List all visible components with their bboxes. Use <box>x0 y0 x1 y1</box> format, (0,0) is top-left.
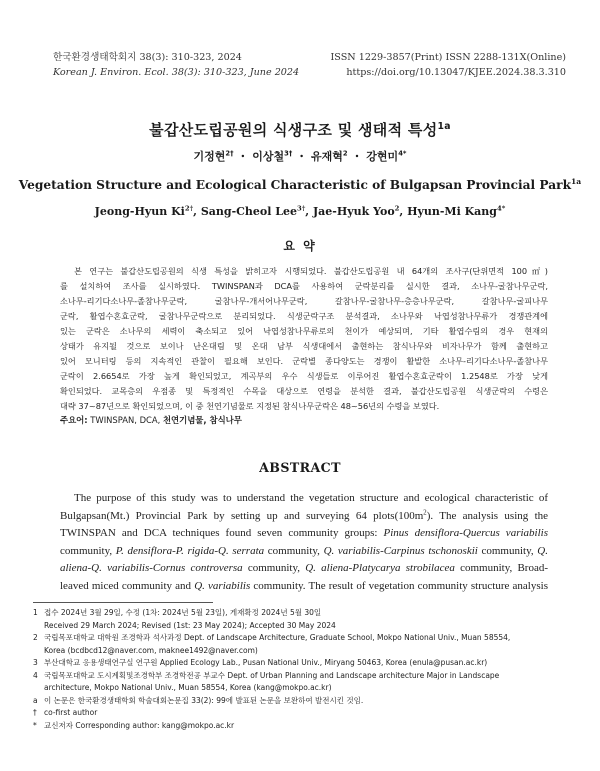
footnote-mark: 2 <box>33 633 38 642</box>
footnote-mark: † <box>33 708 37 717</box>
abstract-ko-line: 있어 모니터링 등의 지속적인 관찰이 필요해 보인다. 군락별 종다양도는 경쟁이 활발한 소나무-리기다소나무-졸참나무 <box>60 356 548 367</box>
abstract-ko-line: 를 설치하여 조사를 실시하였다. TWINSPAN과 DCA를 사용하여 군락분리를 실시한 결과, 소나무-굴참나무군락, <box>60 281 548 292</box>
author-en-sup: 2† <box>184 204 194 213</box>
footnote <box>33 707 553 720</box>
abstract-ko-line: 있는 군락은 소나무의 세력이 축소되고 있어 낙엽성참나무류로의 천이가 예상되며, 기타 활엽수림의 경우 현재의 <box>60 326 548 337</box>
author-en-sup: 2 <box>394 204 400 213</box>
abstract-en-line: The purpose of this study was to understand the vegetation structure and ecological characteristic of <box>74 492 548 504</box>
abstract-en-line: community, P. densiflora-P. rigida-Q. serrata community, Q. variabilis-Carpinus tschonoskii community, Q. <box>60 544 548 557</box>
title-korean <box>0 119 600 140</box>
footnote-mark: 3 <box>33 658 38 667</box>
authors-english: Jeong-Hyun $Ki^{2\dagger}$, Sang-Cheol Lee$^{3\dagger}$, Jae-Hyuk Yoo$^2$, Hyun-Mi Kang$^{4*}$ <box>94 204 506 218</box>
footnote-divider <box>33 602 213 603</box>
title-korean-text: 불갑산도립공원의 식생구조 및 생태적 특성 <box>149 121 438 139</box>
abstract-ko-line: 군락, 활엽수혼효군락, 굴참나무군락으로 분리되었다. 식생군락구조 분석결과, 소나무와 낙엽성참나무류가 경쟁관계에 <box>60 311 548 322</box>
footnote-line: 부산대학교 응용생태연구실 연구원 Applied Ecology Lab., Pusan National Univ., Miryang 50463, Korea (enula@pusan.ac.kr) <box>44 658 488 667</box>
abstract-ko-line: 대략 37~87년으로 확인되었으며, 이 중 천연기념물로 지정된 참식나무군락은 48~56년의 수령을 보였다. <box>60 401 440 412</box>
keywords-items-bold: 천연기념물, 참식나무 <box>162 415 242 425</box>
footnote-line: 국립목포대학교 도시계획및조경학부 조경학전공 부교수 Dept. of Urban Planning and Landscape architecture Major in Landscape <box>44 670 500 680</box>
abstract-ko-line: 소나무-리기다소나무-졸참나무군락, 굴참나무-개서어나무군락, 갈참나무-굴참나무-층층나무군락, 갈참나무-굴피나무 <box>60 296 548 307</box>
author-ko-sup: 4* <box>398 149 407 158</box>
author-en-sup: 3† <box>296 204 306 213</box>
abstract-ko-line: 상태가 유지될 것으로 보이나 난온대림 및 온대 남부 식생대에서 출현하는 참식나무와 비자나무가 함께 출현하고 <box>60 341 548 352</box>
author-en-name: Sang-Cheol Lee <box>200 205 297 218</box>
footnote-line: co-first author <box>44 708 98 717</box>
footnote-line: architecture, Mokpo National Univ., Muan 58554, Korea (kang@mokpo.ac.kr) <box>44 683 332 692</box>
footnote <box>33 632 553 657</box>
author-separator: ・ <box>296 150 308 163</box>
title-english-sup: 1a <box>571 176 582 186</box>
doi-link[interactable]: https://doi.org/10.13047/KJEE.2024.38.3.310 <box>346 67 566 78</box>
footnote-mark: 4 <box>33 670 38 680</box>
footnote-line: 접수 2024년 3월 29일, 수정 (1차: 2024년 5월 23일), 게재확정 2024년 5월 30일 <box>44 608 322 617</box>
running-header-left <box>53 50 299 80</box>
footnote-line: Korea (bcdbcd12@naver.com, maknee1492@naver.com) <box>44 645 258 655</box>
author-separator: ・ <box>351 150 363 163</box>
journal-citation-en: Korean J. Environ. Ecol. 38(3): 310-323, June 2024 <box>53 67 300 78</box>
footnote-mark: 1 <box>33 608 38 617</box>
footnote-mark: a <box>33 695 38 705</box>
running-header-right <box>331 50 567 80</box>
abstract-ko-line: 군락이 2.6654로 가장 높게 확인되었고, 계곡부의 우수 식생들로 이루어진 활엽수혼효군락이 1.2548로 가장 낮게 <box>60 371 548 382</box>
keywords-items: TWINSPAN, DCA, <box>90 415 163 425</box>
footnotes <box>33 607 553 732</box>
abstract-ko-heading: 요 약 <box>283 239 317 253</box>
author-ko-name: 강현미 <box>366 150 399 163</box>
author-en-name: Jae-Hyuk Yoo <box>312 205 395 218</box>
authors-korean <box>0 148 600 164</box>
footnote-line: 국립목포대학교 대학원 조경학과 석사과정 Dept. of Landscape Architecture, Graduate School, Mokpo National Univ., Muan 58554, <box>44 633 511 642</box>
author-ko-sup: 2† <box>225 149 234 158</box>
author-en-sup: 4* <box>497 204 506 213</box>
abstract-en-line: TWINSPAN and DCA techniques found seven community groups: Pinus densiflora-Quercus variabilis <box>60 527 548 540</box>
author-ko-name: 이상철 <box>252 150 285 163</box>
author-ko-sup: 3† <box>284 149 293 158</box>
keywords-label: 주요어: <box>60 415 88 425</box>
footnote <box>33 657 553 670</box>
abstract-en-line: Bulgapsan(Mt.) Provincial Park by setting up and surveying 64 $plots(100m^2)$. The analysis using the <box>60 508 548 522</box>
author-ko-name: 기정현 <box>193 150 226 163</box>
title-korean-sup: 1a <box>437 121 451 132</box>
abstract-en-heading: ABSTRACT <box>259 460 341 475</box>
footnote <box>33 670 553 695</box>
author-separator: ・ <box>237 150 249 163</box>
title-english <box>0 178 600 192</box>
abstract-ko-line: 확인되었다. 교목층의 우점종 및 특정적인 수목을 대상으로 연령을 분석한 결과, 불갑산도립공원 식생군락의 수령은 <box>60 386 548 397</box>
author-en-name: Hyun-Mi Kang <box>407 205 497 218</box>
author-ko-sup: 2 <box>342 149 348 158</box>
footnote <box>33 695 553 708</box>
footnote-line: 이 논문은 한국환경생태학회 학술대회논문집 33(2): 99에 발표된 논문을 보완하여 발전시킨 것임. <box>44 695 364 705</box>
author-ko-name: 유재혁 <box>310 150 343 163</box>
footnote <box>33 607 553 632</box>
abstract-en-line: leaved miced community and Q. variabilis community. The result of vegetation community structure analysis <box>60 579 548 592</box>
abstract-en-line: aliena-Q. variabilis-Cornus controversa community, Q. aliena-Platycarya strobilacea community, Broad- <box>60 562 548 575</box>
abstract-en-body <box>60 490 548 596</box>
issn: ISSN 1229-3857(Print) ISSN 2288-131X(Online) <box>330 52 566 63</box>
author-en-name: Jeong-Hyun Ki <box>94 205 185 218</box>
footnote-line: 교신저자 Corresponding author: kang@mokpo.ac.kr <box>44 720 235 730</box>
footnote-mark: * <box>33 720 37 730</box>
title-english-text: Vegetation Structure and Ecological Characteristic of Bulgapsan Provincial Park <box>18 178 572 192</box>
footnote <box>33 720 553 733</box>
journal-citation-ko: 한국환경생태학회지 38(3): 310-323, 2024 <box>53 52 242 63</box>
abstract-ko-body <box>60 264 548 414</box>
abstract-ko-line: 본 연구는 불갑산도립공원의 식생 특성을 밝히고자 시행되었다. 불갑산도립공원 내 64개의 조사구(단위면적 100㎡) <box>74 266 548 276</box>
keywords-ko <box>60 414 548 426</box>
footnote-line: Received 29 March 2024; Revised (1st: 23 May 2024); Accepted 30 May 2024 <box>44 620 336 630</box>
